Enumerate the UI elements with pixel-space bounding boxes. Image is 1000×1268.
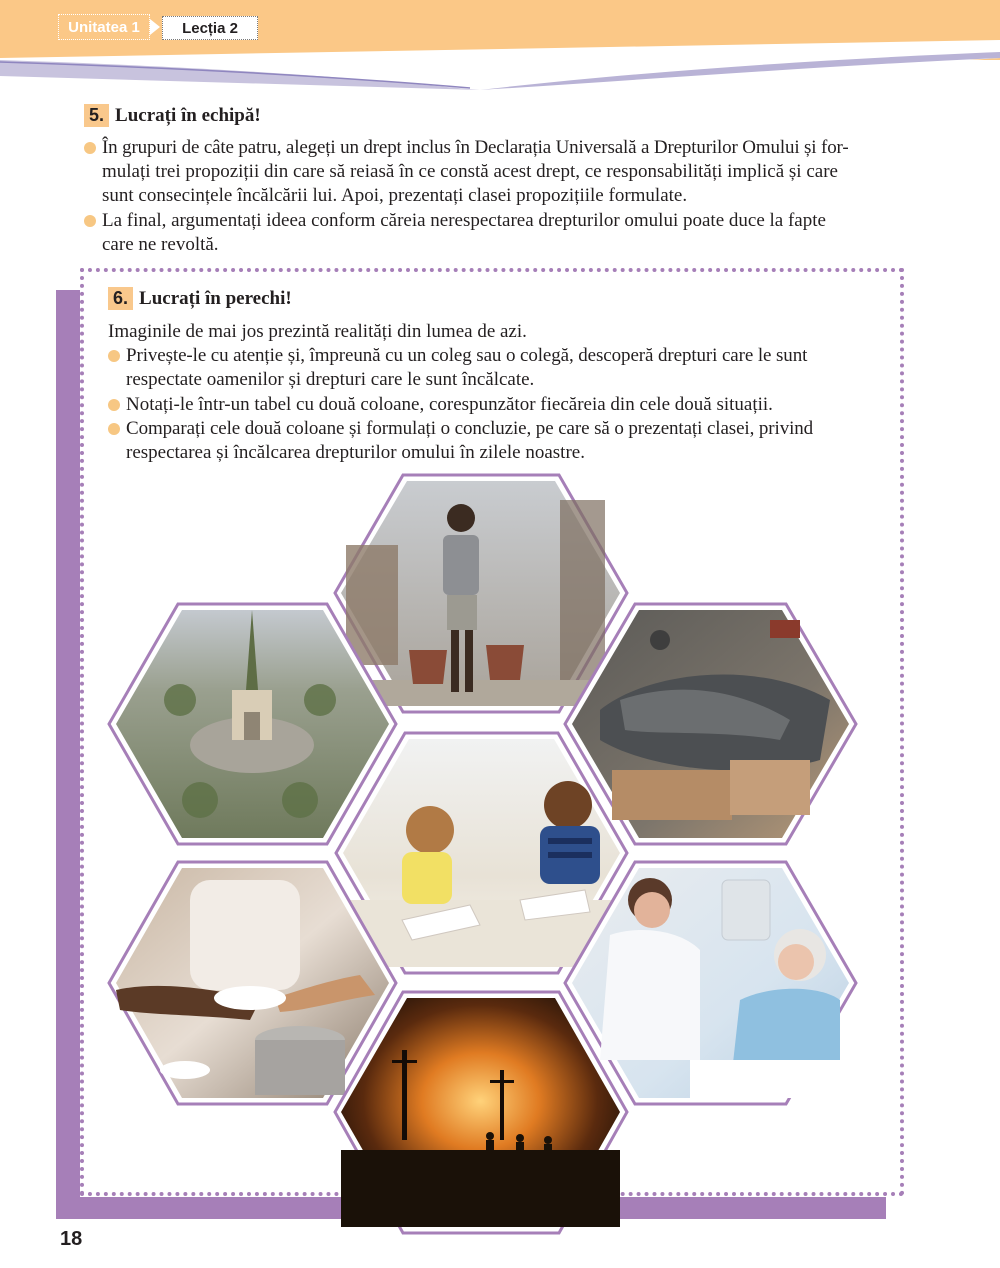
exercise-6-intro: Imaginile de mai jos prezintă realități din lumea de azi. — [108, 321, 527, 342]
doctor-with-elderly-patient-photo — [565, 862, 856, 1104]
bullet-line: Privește-le cu atenție și, împreună cu un coleg sau o colegă, descoperă drepturi care le sunt — [126, 345, 808, 366]
bullet-line: care ne revoltă. — [102, 234, 219, 255]
war-fire-soldiers-photo — [335, 992, 627, 1233]
bullet-line: Comparați cele două coloane și formulați o concluzie, pe care să o prezentați clasei, privind — [126, 418, 814, 439]
food-distribution-photo — [109, 862, 396, 1104]
page-number: 18 — [60, 1228, 83, 1250]
children-in-classroom-photo — [336, 733, 627, 973]
child-carrying-buckets-photo — [335, 475, 627, 712]
lesson-label: Lecția 2 — [182, 19, 238, 37]
unit-label: Unitatea 1 — [68, 18, 140, 36]
bullet-line: În grupuri de câte patru, alegeți un drept inclus în Declarația Universală a Drepturilor Omului și for- — [102, 137, 849, 158]
bullet-line: respectarea și încălcarea drepturilor omului în zilele noastre. — [126, 442, 585, 463]
exercise-5-number: 5. — [84, 104, 109, 127]
bullet-line: respectate oamenilor și drepturi care le sunt încălcate. — [126, 369, 535, 390]
bullet-line: sunt consecințele încălcării lui. Apoi, prezentați clasei propozițiile formulate. — [102, 185, 688, 206]
bullet-line: mulați trei propoziții din care să reiasă în ce constă acest drept, ce responsabilități implică și care — [102, 161, 838, 182]
exercise-6-title: Lucrați în perechi! — [139, 287, 292, 309]
exercise-6-number: 6. — [108, 287, 133, 310]
exercise-5-title: Lucrați în echipă! — [115, 104, 261, 126]
bullet-line: La final, argumentați ideea conform căreia nerespectarea drepturilor omului poate duce la fapte — [102, 210, 826, 231]
bullet-line: Notați-le într-un tabel cu două coloane, corespunzător fiecăreia din cele două situații. — [126, 394, 773, 415]
homeless-sleeping-photo — [565, 604, 856, 844]
